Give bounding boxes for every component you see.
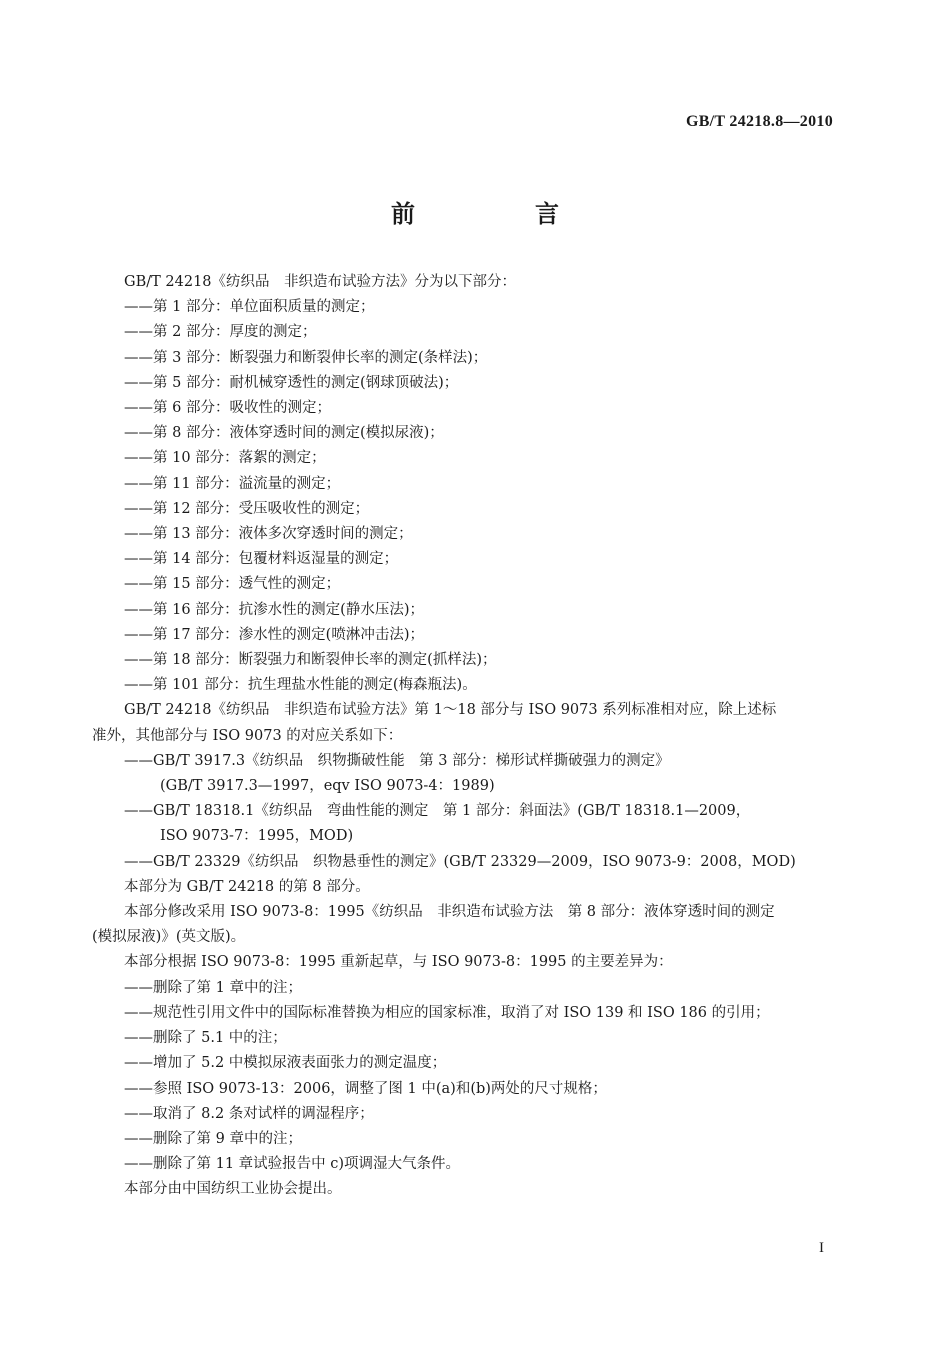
part-statement: 本部分为 GB/T 24218 的第 8 部分。 [124, 878, 370, 895]
differences-list [92, 976, 834, 1178]
list-item: ——规范性引用文件中的国际标准替换为相应的国家标准，取消了对 ISO 139 和 ISO 186 的引用； [124, 1004, 770, 1021]
correspondence-line-1: GB/T 24218《纺织品 非织造布试验方法》第 1～18 部分与 ISO 9073 系列标准相对应，除上述标 [124, 702, 777, 719]
parts-list [92, 295, 834, 698]
list-item: ——GB/T 23329《纺织品 织物悬垂性的测定》(GB/T 23329—2009，ISO 9073-9：2008，MOD) [124, 853, 796, 870]
list-item: ——第 18 部分：断裂强力和断裂伸长率的测定(抓样法)； [124, 652, 497, 669]
list-item: ——第 5 部分：耐机械穿透性的测定(钢球顶破法)； [124, 374, 459, 391]
proposer-statement: 本部分由中国纺织工业协会提出。 [124, 1181, 342, 1198]
list-item: ——第 101 部分：抗生理盐水性能的测定(梅森瓶法)。 [124, 677, 477, 694]
list-item: ——第 11 部分：溢流量的测定； [124, 475, 341, 492]
list-item: ——第 3 部分：断裂强力和断裂伸长率的测定(条样法)； [124, 349, 488, 366]
list-item: ——第 1 部分：单位面积质量的测定； [124, 299, 375, 316]
list-item: ——删除了 5.1 中的注； [124, 1030, 287, 1047]
standard-number: GB/T 24218.8—2010 [685, 113, 833, 130]
list-item: ——第 10 部分：落絮的测定； [124, 450, 326, 467]
list-item: ——第 12 部分：受压吸收性的测定； [124, 500, 370, 517]
list-item: ——第 8 部分：液体穿透时间的测定(模拟尿液)； [124, 425, 444, 442]
list-item: ——GB/T 18318.1《纺织品 弯曲性能的测定 第 1 部分：斜面法》(GB/T 18318.1—2009， [124, 803, 751, 820]
differences-intro: 本部分根据 ISO 9073-8：1995 重新起草，与 ISO 9073-8：1995 的主要差异为： [124, 954, 673, 971]
list-item: ——删除了第 9 章中的注； [124, 1130, 302, 1147]
list-item: ——第 17 部分：渗水性的测定(喷淋冲击法)； [124, 626, 424, 643]
page-number: I [819, 1240, 824, 1256]
list-item: ——第 14 部分：包覆材料返湿量的测定； [124, 551, 399, 568]
list-item-continuation: ISO 9073-7：1995，MOD) [160, 828, 354, 845]
list-item: ——参照 ISO 9073-13：2006，调整了图 1 中(a)和(b)两处的尺寸规格； [124, 1080, 607, 1097]
list-item: ——第 13 部分：液体多次穿透时间的测定； [124, 526, 413, 543]
page-title: 前 言 [391, 200, 607, 228]
adoption-line-2: (模拟尿液)》(英文版)。 [92, 929, 246, 946]
list-item: ——第 16 部分：抗渗水性的测定(静水压法)； [124, 601, 424, 618]
list-item: ——取消了 8.2 条对试样的调湿程序； [124, 1105, 374, 1122]
foreword-body [92, 270, 834, 1203]
list-item: ——第 15 部分：透气性的测定； [124, 576, 341, 593]
list-item: ——第 6 部分：吸收性的测定； [124, 400, 331, 417]
list-item: ——删除了第 11 章试验报告中 c)项调湿大气条件。 [124, 1156, 461, 1173]
intro-paragraph: GB/T 24218《纺织品 非织造布试验方法》分为以下部分： [124, 274, 517, 290]
adoption-line-1: 本部分修改采用 ISO 9073-8：1995《纺织品 非织造布试验方法 第 8 部分：液体穿透时间的测定 [124, 904, 775, 921]
list-item: ——删除了第 1 章中的注； [124, 979, 302, 996]
correspondence-list [92, 749, 834, 875]
correspondence-line-2: 准外，其他部分与 ISO 9073 的对应关系如下： [92, 727, 403, 744]
list-item-continuation: (GB/T 3917.3—1997，eqv ISO 9073-4：1989) [160, 778, 495, 795]
list-item: ——第 2 部分：厚度的测定； [124, 324, 317, 341]
list-item: ——增加了 5.2 中模拟尿液表面张力的测定温度； [124, 1055, 447, 1072]
list-item: ——GB/T 3917.3《纺织品 织物撕破性能 第 3 部分：梯形试样撕破强力的测定》 [124, 752, 670, 769]
